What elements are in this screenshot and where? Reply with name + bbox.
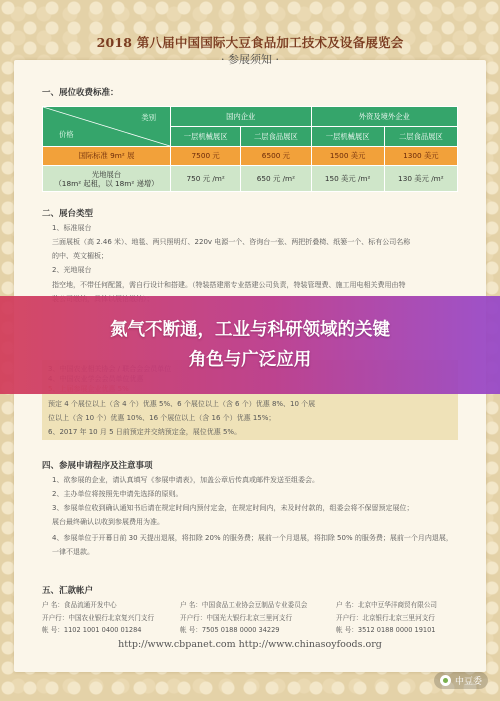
price-table: [42, 106, 458, 192]
account-number: 帐 号：1102 1001 0400 01284: [42, 626, 142, 635]
corner-category-label: 类别: [141, 113, 156, 122]
price-cell: 650 元 /m²: [241, 166, 311, 192]
section-title-booth-types: 二、展台类型: [42, 209, 94, 219]
section-title-fees: 一、展位收费标准：: [42, 88, 119, 98]
corner-price-label: 价格: [59, 130, 74, 139]
sub-header: 一层机械展区: [171, 127, 241, 147]
price-cell: 1300 美元: [384, 147, 457, 166]
account-block: [42, 599, 154, 637]
group-header-domestic: 国内企业: [171, 107, 312, 127]
account-bank: 开户行：中国光大银行北京三里河支行: [180, 613, 293, 622]
procedure-line: 一律不退款。: [52, 548, 94, 556]
procedure-line: 1、欲参展的企业，请认真填写《参展申请表》，加盖公章后传真或邮件发送至组委会。: [52, 476, 319, 484]
discount-line: 位以上（含 10 个）优惠 10%、16 个展位以上（含 16 个）优惠 15%；: [48, 414, 276, 422]
procedure-line: 展台最终确认以收到参展费用为准。: [52, 518, 164, 526]
banner-line-2: 角色与广泛应用: [188, 350, 312, 370]
procedure-line: 2、主办单位将按照先申请先选择的原则。: [52, 490, 183, 498]
booth-line: 的中、英文楣板；: [52, 252, 108, 260]
booth-line: 指空地，不带任何配置，需自行设计和搭建。（特装搭建需专业搭建公司负责，特装管理费、施工用电相关费用由特: [52, 281, 406, 289]
row-label: [43, 166, 171, 192]
procedure-line: 4、参展单位于开幕日前 30 天提出退展，将扣除 20% 的服务费；展前一个月退展，将扣除 50% 的服务费；展前一个月内退展，: [52, 534, 453, 542]
price-cell: 6500 元: [241, 147, 311, 166]
account-bank: 开户行：中国农业银行北京复兴门支行: [42, 613, 155, 622]
account-block: [180, 599, 307, 637]
footer-urls: http://www.cbpanet.com http://www.chinasoyfoods.org: [118, 639, 382, 650]
account-name: 户 名：北京中豆华洋商贸有限公司: [336, 601, 438, 609]
booth-line: 1、标准展台: [52, 224, 92, 232]
page-subtitle: · 参展须知 ·: [221, 53, 279, 66]
table-row-intl-booth: [43, 147, 458, 166]
wechat-logo-icon: [440, 675, 451, 686]
watermark-text: 中豆委: [454, 677, 482, 687]
page-header: [0, 0, 500, 68]
row-label: 国际标准 9m² 展: [43, 147, 171, 166]
section-title-procedure: 四、参展申请程序及注意事项: [42, 461, 153, 471]
headline-banner: [0, 296, 500, 394]
price-cell: 150 美元 /m²: [311, 166, 384, 192]
bare-label-note: （18m² 起租，以 18m² 递增）: [54, 178, 159, 188]
account-number: 帐 号：3512 0188 0000 19101: [336, 626, 436, 635]
sub-header: 二层食品展区: [384, 127, 457, 147]
procedure-line: 3、参展单位收到确认通知书后请在规定时间内预付定金，在规定时间内，未及时付款的，组委会将不保留预定展位；: [52, 504, 414, 512]
account-name: 户 名：食品流通开发中心: [42, 601, 117, 609]
account-bank: 开户行：北京银行北京三里河支行: [336, 613, 435, 622]
account-block: [336, 599, 437, 637]
account-name: 户 名：中国食品工业协会豆制品专业委员会: [180, 601, 308, 609]
sub-header: 二层食品展区: [241, 127, 311, 147]
discount-line: 6、2017 年 10 月 5 日前预定并交纳预定金，展位优惠 5%。: [48, 428, 242, 436]
group-header-foreign: 外资及境外企业: [311, 107, 457, 127]
page-title: 2018 第八届中国国际大豆食品加工技术及设备展览会: [96, 35, 404, 50]
price-cell: 750 元 /m²: [171, 166, 241, 192]
booth-line: 2、光地展台: [52, 266, 92, 274]
price-cell: 1500 美元: [311, 147, 384, 166]
discount-line: 预定 4 个展位以上（含 4 个）优惠 5%、6 个展位以上（含 6 个）优惠 8%、10 个展: [48, 400, 316, 408]
watermark: [434, 672, 488, 689]
table-corner-cell: [43, 107, 171, 147]
price-cell: 130 美元 /m²: [384, 166, 457, 192]
banner-line-1: 氮气不断通，工业与科研领域的关键: [110, 320, 390, 340]
sub-header: 一层机械展区: [311, 127, 384, 147]
booth-line: 三面展板（高 2.46 米）、地毯、两只照明灯、220v 电源一个、咨询台一张、两把折叠椅、纸篓一个、标有公司名称: [52, 238, 411, 246]
account-number: 帐 号：7505 0188 0000 34229: [180, 626, 280, 635]
price-cell: 7500 元: [171, 147, 241, 166]
section-title-accounts: 五、汇款帐户: [42, 586, 94, 596]
table-row-bare-space: [43, 166, 458, 192]
bare-label-main: 光地展台: [91, 169, 122, 179]
